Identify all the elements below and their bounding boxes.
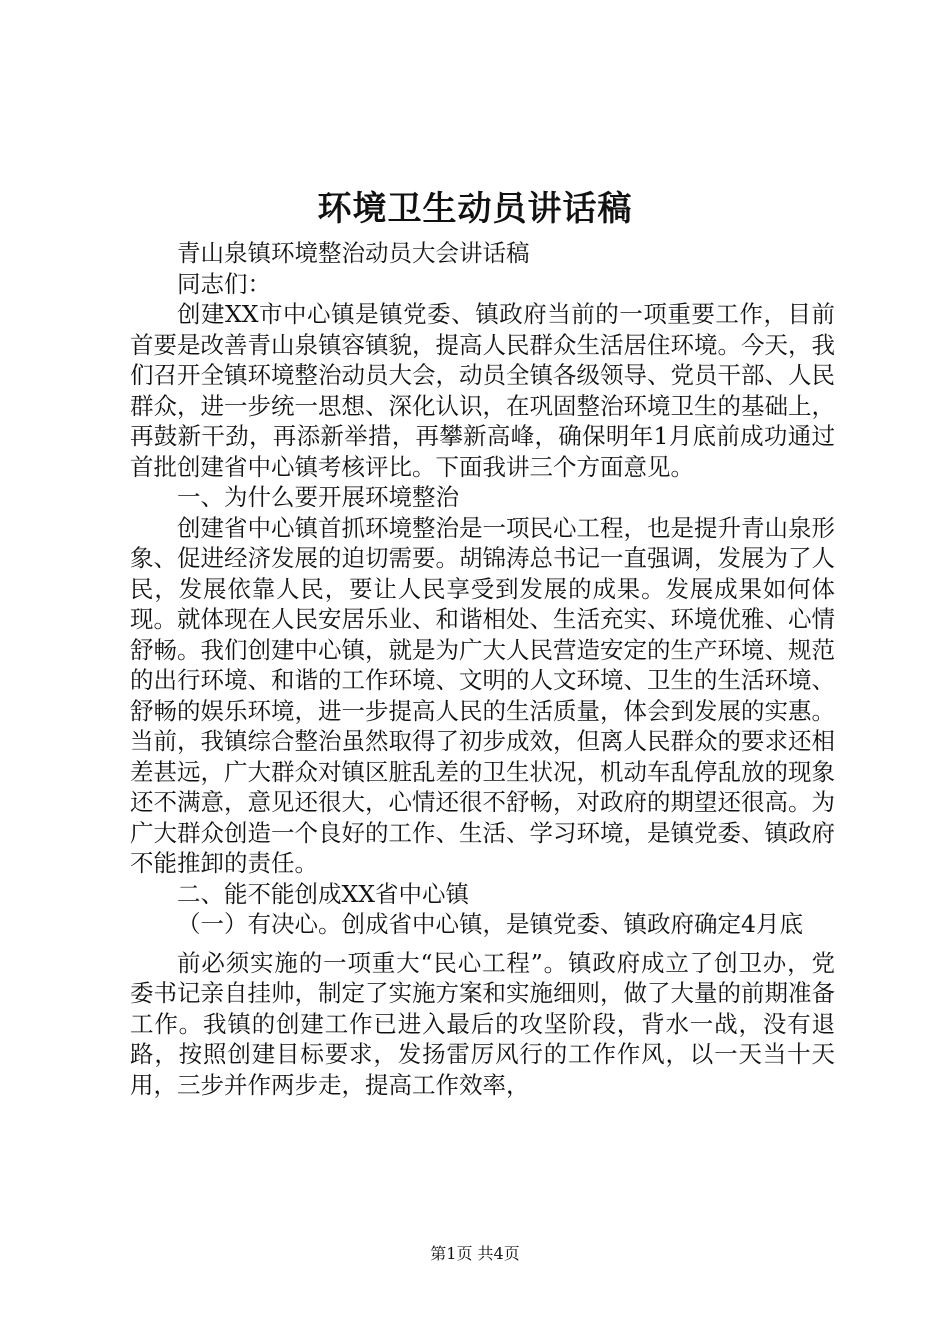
document-title: 环境卫生动员讲话稿: [317, 189, 633, 229]
subtitle-paragraph: 青山泉镇环境整治动员大会讲话稿: [177, 239, 530, 267]
section-heading-1: 一、为什么要开展环境整治: [177, 483, 459, 511]
page-footer: 第1页 共4页: [430, 1244, 520, 1263]
subsection-1-paragraph: （一）有决心。创成省中心镇，是镇党委、镇政府确定4月底: [177, 910, 803, 938]
document-body: [130, 238, 835, 1100]
section-1-paragraph: 创建省中心镇首抓环境整治是一项民心工程，也是提升青山泉形象、促进经济发展的迫切需要。胡锦涛总书记一直强调，发展为了人民，发展依靠人民，要让人民享受到发展的成果。发展成果如何体现。就体现在人民安居乐业、和谐相处、生活充实、环境优雅、心情舒畅。我们创建中心镇，就是为广大人民营造安定的生产环境、规范的出行环境、和谐的工作环境、文明的人文环境、卫生的生活环境、舒畅的娱乐环境，进一步提高人民的生活质量，体会到发展的实惠。当前，我镇综合整治虽然取得了初步成效，但离人民群众的要求还相差甚远，广大群众对镇区脏乱差的卫生状况，机动车乱停乱放的现象还不满意，意见还很大，心情还很不舒畅，对政府的期望还很高。为广大群众创造一个良好的工作、生活、学习环境，是镇党委、镇政府不能推卸的责任。: [130, 513, 835, 877]
section-heading-2: 二、能不能创成XX省中心镇: [177, 879, 469, 908]
salutation-paragraph: 同志们：: [177, 269, 271, 298]
intro-paragraph: 创建XX市中心镇是镇党委、镇政府当前的一项重要工作，目前首要是改善青山泉镇容镇貌，提高人民群众生活居住环境。今天，我们召开全镇环境整治动员大会，动员全镇各级领导、党员干部、人民群众，进一步统一思想、深化认识，在巩固整治环境卫生的基础上，再鼓新干劲，再添新举措，再攀新高峰，确保明年1月底前成功通过首批创建省中心镇考核评比。下面我讲三个方面意见。: [130, 300, 835, 481]
continuation-paragraph: 前必须实施的一项重大“民心工程”。镇政府成立了创卫办，党委书记亲自挂帅，制定了实施方案和实施细则，做了大量的前期准备工作。我镇的创建工作已进入最后的攻坚阶段，背水一战，没有退路，按照创建目标要求，发扬雷厉风行的工作作风，以一天当十天用，三步并作两步走，提高工作效率，: [130, 948, 835, 1099]
